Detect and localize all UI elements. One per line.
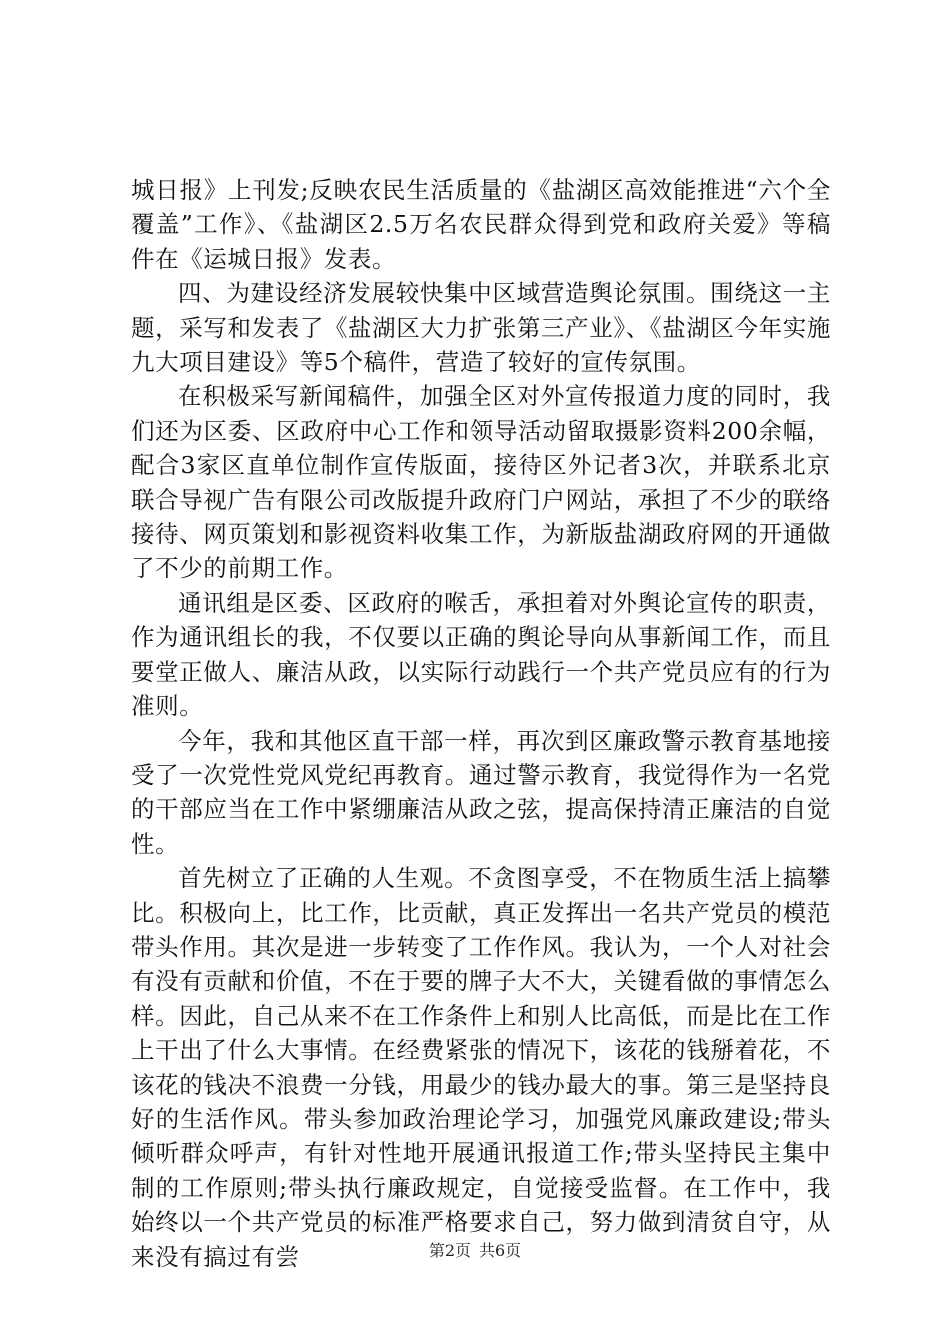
page-number: 第2页 xyxy=(428,1241,471,1260)
paragraph-warning-education: 今年，我和其他区直干部一样，再次到区廉政警示教育基地接受了一次党性党风党纪再教育。通过警示教育，我觉得作为一名党的干部应当在工作中紧绷廉洁从政之弦，提高保持清正廉洁的自觉性。 xyxy=(131,726,831,858)
page-footer xyxy=(0,1241,950,1261)
paragraph-self-discipline: 首先树立了正确的人生观。不贪图享受，不在物质生活上搞攀比。积极向上，比工作，比贡献，真正发挥出一名共产党员的模范带头作用。其次是进一步转变了工作作风。我认为，一个人对社会有没有贡献和价值，不在于要的牌子大不大，关键看做的事情怎么样。因此，自己从来不在工作条件上和别人比高低，而是比在工作上干出了什么大事情。在经费紧张的情况下，该花的钱掰着花，不该花的钱决不浪费一分钱，用最少的钱办最大的事。第三是坚持良好的生活作风。带头参加政治理论学习，加强党风廉政建设;带头倾听群众呼声，有针对性地开展通讯报道工作;带头坚持民主集中制的工作原则;带头执行廉政规定，自觉接受监督。在工作中，我始终以一个共产党员的标准严格要求自己，努力做到清贫自守，从来没有搞过有尝 xyxy=(131,864,831,1271)
document-body xyxy=(131,173,831,1274)
page-total: 共6页 xyxy=(479,1241,522,1260)
paragraph-publicity-work: 在积极采写新闻稿件，加强全区对外宣传报道力度的同时，我们还为区委、区政府中心工作和领导活动留取摄影资料200余幅，配合3家区直单位制作宣传版面，接待区外记者3次，并联系北京联合导视广告有限公司改版提升政府门户网站，承担了不少的联络接待、网页策划和影视资料收集工作，为新版盐湖政府网的开通做了不少的前期工作。 xyxy=(131,382,831,583)
paragraph-role-statement: 通讯组是区委、区政府的喉舌，承担着对外舆论宣传的职责，作为通讯组长的我，不仅要以正确的舆论导向从事新闻工作，而且要堂正做人、廉洁从政，以实际行动践行一个共产党员应有的行为准则。 xyxy=(131,588,831,721)
paragraph-section-four: 四、为建设经济发展较快集中区域营造舆论氛围。围绕这一主题，采写和发表了《盐湖区大力扩张第三产业》、《盐湖区今年实施九大项目建设》等5个稿件，营造了较好的宣传氛围。 xyxy=(131,279,831,377)
paragraph-continuation: 城日报》上刊发;反映农民生活质量的《盐湖区高效能推进“六个全覆盖”工作》、《盐湖区2.5万名农民群众得到党和政府关爱》等稿件在《运城日报》发表。 xyxy=(131,176,831,273)
